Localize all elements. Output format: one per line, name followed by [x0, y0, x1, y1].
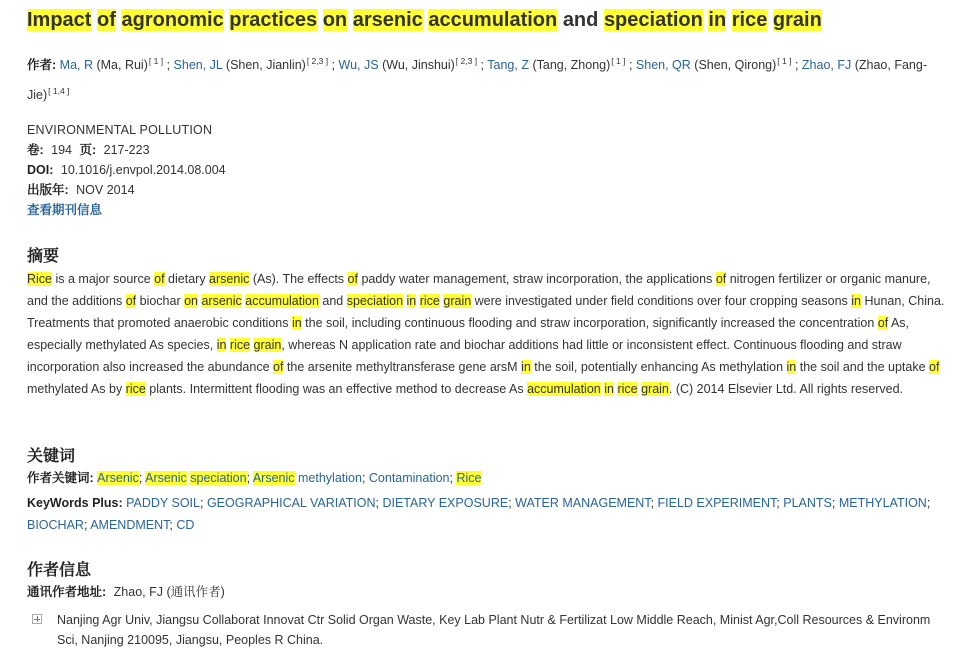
highlighted-term: on [184, 294, 198, 308]
keywords-plus-link[interactable]: METHYLATION [838, 496, 927, 510]
abstract-text: dietary [164, 272, 210, 286]
author-keywords-label: 作者关键词: [27, 471, 94, 485]
author-separator: ; [628, 58, 633, 72]
highlighted-term: of [929, 360, 940, 374]
highlighted-term: accumulation [245, 294, 319, 308]
keywords-plus-link[interactable]: PLANTS [783, 496, 832, 510]
highlighted-term: of [154, 272, 165, 286]
doi-row [27, 160, 226, 180]
author-items [27, 58, 927, 102]
keywords-plus [27, 496, 930, 532]
abstract-text: , whereas N application rate and biochar additions had little or inconsistent effect. Continuous flooding and straw incorporation also increased the abundance [27, 338, 902, 374]
keywords-plus-link[interactable]: FIELD EXPERIMENT [657, 496, 777, 510]
highlighted-term: arsenic [201, 294, 242, 308]
author-separator: ; [166, 58, 171, 72]
keywords-plus-link[interactable]: DIETARY EXPOSURE [382, 496, 509, 510]
highlighted-term: rice [125, 382, 146, 396]
keyword-separator: ; [199, 496, 207, 510]
keyword-separator: ; [449, 471, 457, 485]
keyword-text: methylation [294, 471, 362, 485]
volume-pages-row [27, 140, 226, 160]
author-list [27, 48, 942, 108]
abstract-text: methylated As by [27, 382, 126, 396]
author-keyword-link[interactable] [369, 471, 450, 485]
author-keyword-link[interactable] [145, 471, 246, 485]
highlighted-term: rice [419, 294, 440, 308]
highlighted-term: in [851, 294, 861, 308]
author-keyword-link[interactable] [456, 471, 481, 485]
highlighted-term: Arsenic [145, 471, 187, 485]
keywords-heading: 关键词 [27, 448, 76, 465]
keyword-separator: ; [776, 496, 784, 510]
title-word: practices [229, 9, 318, 31]
title-word: Impact [27, 9, 92, 31]
author-affil-ref: [ 2,3 ] [306, 56, 329, 66]
title-word: accumulation [428, 9, 558, 31]
abstract-text: the soil, including continuous flooding and straw incorporation, significantly increased the concentration [301, 316, 878, 330]
keywords-plus-link[interactable]: BIOCHAR [27, 518, 84, 532]
author-separator: ; [794, 58, 799, 72]
corresponding-address-row [27, 581, 225, 603]
keyword-separator: ; [169, 518, 177, 532]
keyword-separator: ; [246, 471, 253, 485]
keyword-separator: ; [508, 496, 516, 510]
publication-info [27, 120, 226, 220]
doi-value: 10.1016/j.envpol.2014.08.004 [60, 163, 226, 177]
author-separator: ; [331, 58, 336, 72]
author-link[interactable]: Shen, JL [173, 58, 223, 72]
title-word: grain [772, 9, 822, 31]
author-link[interactable]: Wu, JS [338, 58, 379, 72]
keywords-plus-link[interactable]: PADDY SOIL [126, 496, 200, 510]
highlighted-term: in [786, 360, 797, 374]
highlighted-term: accumulation [527, 382, 601, 396]
address-text: Nanjing Agr Univ, Jiangsu Collaborat Innovat Ctr Solid Organ Waste, Key Lab Plant Nutr & Fertilizat Low Middle Reach, Minist Agr,Coll Resources & Environm Sci, Nanjing 210095, Jiangsu, Peoples R China. [57, 613, 931, 647]
abstract-text: As, especially methylated As species, [27, 316, 910, 352]
abstract-text: . (C) 2014 Elsevier Ltd. All rights reserved. [668, 382, 903, 396]
abstract-text [403, 294, 406, 308]
abstract-text: biochar [136, 294, 185, 308]
author-separator: ; [480, 58, 485, 72]
keywords-plus-link[interactable]: CD [176, 518, 195, 532]
highlighted-term: speciation [190, 471, 247, 485]
abstract-text: and [318, 294, 347, 308]
author-affil-ref: [ 1 ] [611, 56, 626, 66]
abstract-text: the soil, potentially enhancing As methylation [530, 360, 787, 374]
abstract-text: (As). The effects [249, 272, 348, 286]
highlighted-term: in [521, 360, 531, 374]
highlighted-term: in [291, 316, 302, 330]
highlighted-term: grain [641, 382, 669, 396]
keywords-plus-link[interactable]: GEOGRAPHICAL VARIATION [206, 496, 376, 510]
highlighted-term: grain [443, 294, 472, 308]
pages-label: 页: [79, 143, 97, 157]
highlighted-term: of [347, 272, 358, 286]
highlighted-term: rice [229, 338, 251, 352]
author-keywords [97, 471, 481, 485]
volume-value: 194 [51, 143, 73, 157]
abstract-text: the arsenite methyltransferase gene arsM [283, 360, 522, 374]
abstract-text: the soil and the uptake [796, 360, 929, 374]
highlighted-term: Rice [27, 272, 53, 286]
author-link[interactable]: Tang, Z [487, 58, 529, 72]
author-fullname: (Ma, Rui) [96, 58, 148, 72]
highlighted-term: speciation [346, 294, 404, 308]
keyword-separator: ; [650, 496, 658, 510]
keywords-plus-link[interactable]: AMENDMENT [90, 518, 170, 532]
highlighted-term: Arsenic [97, 471, 139, 485]
title-word: agronomic [121, 9, 224, 31]
author-link[interactable]: Shen, QR [635, 58, 691, 72]
published-value: NOV 2014 [76, 183, 135, 197]
abstract-text: paddy water management, straw incorporation, the applications [357, 272, 716, 286]
corresponding-value: Zhao, FJ (通讯作者) [113, 585, 225, 599]
published-row [27, 180, 226, 200]
keyword-text: Contamination [368, 471, 450, 485]
author-info-heading: 作者信息 [27, 562, 92, 579]
highlighted-term: grain [253, 338, 282, 352]
title-word: of [97, 9, 116, 31]
keyword-separator: ; [361, 471, 369, 485]
author-link[interactable]: Ma, R [59, 58, 93, 72]
highlighted-term: of [715, 272, 727, 286]
highlighted-term: of [125, 294, 137, 308]
highlighted-term: in [604, 382, 614, 396]
highlighted-term: arsenic [209, 272, 250, 286]
abstract-text: Hunan, China. Treatments that promoted anaerobic conditions [27, 294, 945, 330]
abstract-body [27, 268, 947, 400]
author-fullname: (Tang, Zhong) [532, 58, 611, 72]
keyword-separator: ; [926, 496, 931, 510]
author-keyword-link[interactable] [97, 471, 139, 485]
title-word: in [708, 9, 727, 31]
author-keyword-link[interactable] [253, 471, 362, 485]
keyword-separator: ; [831, 496, 839, 510]
title-word: arsenic [352, 9, 423, 31]
expand-plus-icon[interactable] [32, 614, 42, 624]
abstract-text: is a major source [52, 272, 155, 286]
author-fullname: (Shen, Qirong) [694, 58, 777, 72]
author-link[interactable]: Zhao, FJ [801, 58, 852, 72]
highlighted-term: rice [617, 382, 638, 396]
author-keywords-row [27, 467, 481, 489]
abstract-text: nitrogen fertilizer or organic manure, and the additions [27, 272, 931, 308]
keyword-separator: ; [138, 471, 146, 485]
keyword-separator: ; [83, 518, 91, 532]
author-affil-ref: [ 2,3 ] [455, 56, 478, 66]
highlighted-term: in [406, 294, 417, 308]
pages-value: 217-223 [103, 143, 150, 157]
author-affil-ref: [ 1 ] [777, 56, 792, 66]
journal-info-link[interactable]: 查看期刊信息 [27, 203, 103, 217]
abstract-heading: 摘要 [27, 248, 60, 265]
published-label: 出版年: [27, 183, 69, 197]
title-word: and [562, 9, 599, 31]
author-affil-ref: [ 1,4 ] [48, 86, 70, 96]
volume-label: 卷: [27, 143, 44, 157]
keyword-separator: ; [375, 496, 383, 510]
corresponding-label: 通讯作者地址: [27, 585, 107, 599]
keywords-plus-row [27, 492, 942, 536]
highlighted-term: in [216, 338, 227, 352]
doi-label: DOI: [27, 163, 54, 177]
title-word: on [322, 9, 348, 31]
highlighted-term: of [877, 316, 889, 330]
highlighted-term: of [273, 360, 284, 374]
author-fullname: (Zhao, Fang-Jie) [27, 58, 927, 102]
abstract-text: were investigated under field conditions over four cropping seasons [471, 294, 852, 308]
highlighted-term: Rice [456, 471, 482, 485]
keywords-plus-link[interactable]: WATER MANAGEMENT [515, 496, 651, 510]
highlighted-term: Arsenic [252, 471, 295, 485]
author-affil-ref: [ 1 ] [148, 56, 164, 66]
author-fullname: (Shen, Jianlin) [225, 58, 306, 72]
author-fullname: (Wu, Jinshui) [382, 58, 455, 72]
keywords-plus-label: KeyWords Plus: [27, 496, 123, 510]
journal-name: ENVIRONMENTAL POLLUTION [27, 123, 213, 137]
title-word: rice [731, 9, 768, 31]
authors-label: 作者: [27, 58, 57, 72]
title-word: speciation [603, 9, 703, 31]
article-title [27, 6, 947, 34]
abstract-text: plants. Intermittent flooding was an effective method to decrease As [145, 382, 528, 396]
